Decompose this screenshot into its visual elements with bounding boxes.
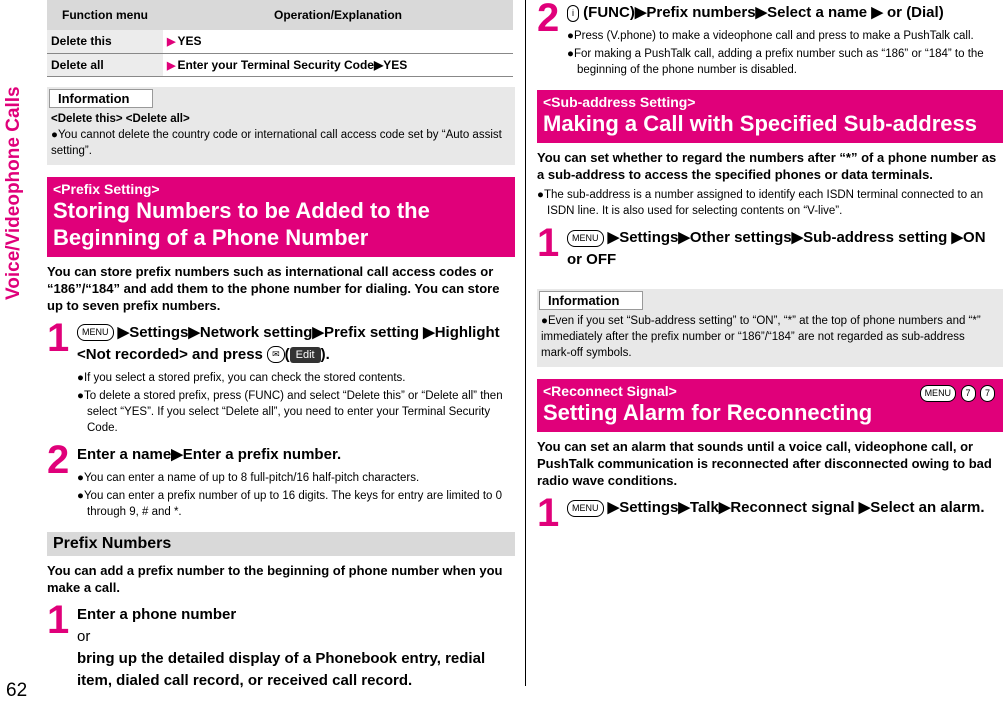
section-bullets — [537, 187, 1003, 219]
step — [537, 2, 1003, 78]
info-tag: Information — [539, 291, 643, 310]
edit-softkey-label: Edit — [290, 347, 321, 363]
section-title: Storing Numbers to be Added to the Beginning of a Phone Number — [53, 197, 430, 250]
step-bullets — [77, 370, 515, 436]
mail-key-icon: ✉ — [267, 346, 285, 363]
step — [47, 597, 515, 692]
page-number: 62 — [6, 680, 28, 701]
step-text: MENU ▶Settings▶Network setting▶Prefix setting ▶Highlight <Not recorded> and press ✉ ( Edit ). — [77, 323, 500, 363]
section-subtitle: <Reconnect Signal> — [543, 383, 677, 399]
section-header-sub-address — [537, 90, 1003, 143]
info-box — [47, 87, 515, 165]
bullet: ●Press (V.phone) to make a videophone call and press to make a PushTalk call. — [567, 30, 974, 42]
section-title: Setting Alarm for Reconnecting — [543, 400, 873, 425]
step-text: Enter a name▶Enter a prefix number. — [77, 445, 342, 463]
table-cell-op — [163, 30, 513, 53]
step-number: 1 — [47, 597, 70, 642]
bullet: ●You can enter a name of up to 8 full-pitch/16 half-pitch characters. — [77, 471, 420, 484]
op-text: Enter your Terminal Security Code▶YES — [177, 57, 408, 72]
bullet: ●The sub-address is a number assigned to identify each ISDN terminal connected to an ISDN line. It is also used for selecting contents on “V-live”. — [537, 189, 984, 217]
table-row — [47, 53, 513, 76]
menu-key-icon: MENU — [77, 324, 114, 341]
step-bullets — [567, 28, 1003, 78]
step-line: bring up the detailed display of a Phonebook entry, redial item, dialed call record, or received call record. — [77, 649, 486, 689]
left-column — [47, 0, 515, 692]
subsection-lead: You can add a prefix number to the beginning of phone number when you make a call. — [47, 562, 503, 595]
table-row — [47, 30, 513, 53]
step-text — [567, 497, 1003, 519]
table-header-menu: Function menu — [47, 0, 163, 30]
subsection-header-prefix-numbers: Prefix Numbers — [47, 532, 515, 556]
section-title: Making a Call with Specified Sub-address — [543, 111, 977, 136]
op-text: YES — [177, 34, 202, 49]
digit-key-icon: 7 — [980, 385, 995, 402]
arrow-icon: ▶ — [167, 36, 176, 49]
shortcut-keys — [920, 385, 995, 403]
table-cell-menu: Delete all — [47, 53, 163, 76]
info-body — [47, 108, 515, 159]
menu-key-icon: MENU — [567, 230, 604, 247]
section-lead: You can set whether to regard the numbers after “*” of a phone number as a sub-address to access the specified phones or data terminals. — [537, 150, 997, 182]
step — [537, 221, 1003, 271]
step-number: 1 — [537, 221, 560, 265]
info-body — [537, 310, 1003, 361]
section-subtitle: <Prefix Setting> — [53, 180, 160, 197]
section-lead: You can set an alarm that sounds until a voice call, videophone call, or PushTalk communication is reconnected after disconnected owing to bad radio wave conditions. — [537, 439, 992, 488]
section-lead: You can store prefix numbers such as international call access codes or “186”/“184” and add them to the phone number for dialing. You can store up to seven prefix numbers. — [47, 263, 500, 313]
section-header-prefix-setting — [47, 177, 515, 257]
info-tag: Information — [49, 89, 153, 108]
step-number: 2 — [537, 0, 560, 40]
right-column — [537, 0, 1003, 535]
step-line: Enter a phone number — [77, 605, 237, 623]
section-header-reconnect — [537, 379, 1003, 432]
table-cell-menu: Delete this — [47, 30, 163, 53]
step — [47, 437, 515, 520]
step-instruction: ▶Settings▶Other settings▶Sub-address setting ▶ON or OFF — [567, 229, 986, 268]
function-table — [47, 0, 513, 77]
info-heading: <Delete this> <Delete all> — [51, 112, 190, 125]
table-cell-op — [163, 53, 513, 76]
step-number: 2 — [47, 437, 70, 482]
step-text — [567, 2, 1003, 24]
info-bullet: ●You cannot delete the country code or international call access code set by “Auto assist setting”. — [51, 128, 502, 157]
arrow-icon: ▶ — [167, 59, 176, 72]
step-number: 1 — [47, 315, 70, 360]
bullet: ●If you select a stored prefix, you can check the stored contents. — [77, 371, 406, 384]
side-tab-label: Voice/Videophone Calls — [3, 86, 24, 300]
bullet: ●To delete a stored prefix, press (FUNC) and select “Delete this” or “Delete all” then select “YES”. If you select “Delete all”, you need to enter your Terminal Security Code. — [77, 389, 503, 434]
step — [47, 315, 515, 436]
step — [537, 491, 1003, 535]
menu-key-icon: MENU — [920, 385, 957, 402]
section-subtitle: <Sub-address Setting> — [543, 94, 696, 110]
bullet: ●You can enter a prefix number of up to 16 digits. The keys for entry are limited to 0 through 9, # and *. — [77, 489, 503, 518]
step-instruction: ▶Settings▶Talk▶Reconnect signal ▶Select an alarm. — [607, 499, 985, 516]
menu-key-icon: MENU — [567, 500, 604, 517]
digit-key-icon: 7 — [961, 385, 976, 402]
info-box — [537, 289, 1003, 367]
i-mode-key-icon: i — [567, 5, 579, 22]
step-instruction: (FUNC)▶Prefix numbers▶Select a name ▶ or (Dial) — [583, 4, 944, 21]
bullet: ●For making a PushTalk call, adding a prefix number such as “186” or “184” to the beginning of the phone number is disabled. — [567, 48, 984, 76]
step-text — [567, 227, 1003, 271]
column-divider — [525, 0, 526, 686]
side-tab — [0, 0, 34, 704]
step-number: 1 — [537, 491, 560, 535]
step-instruction: ▶Settings▶Network setting▶Prefix setting ▶Highlight <Not recorded> and press — [77, 323, 500, 363]
table-header-op: Operation/Explanation — [163, 0, 513, 30]
step-bullets — [77, 470, 515, 520]
step-line: or — [77, 627, 91, 645]
info-bullet: ●Even if you set “Sub-address setting” to “ON”, “*” at the top of phone numbers and “*” immediately after the prefix number or “186”/“184” are not regarded as sub-address mark-off symbols. — [541, 315, 981, 359]
